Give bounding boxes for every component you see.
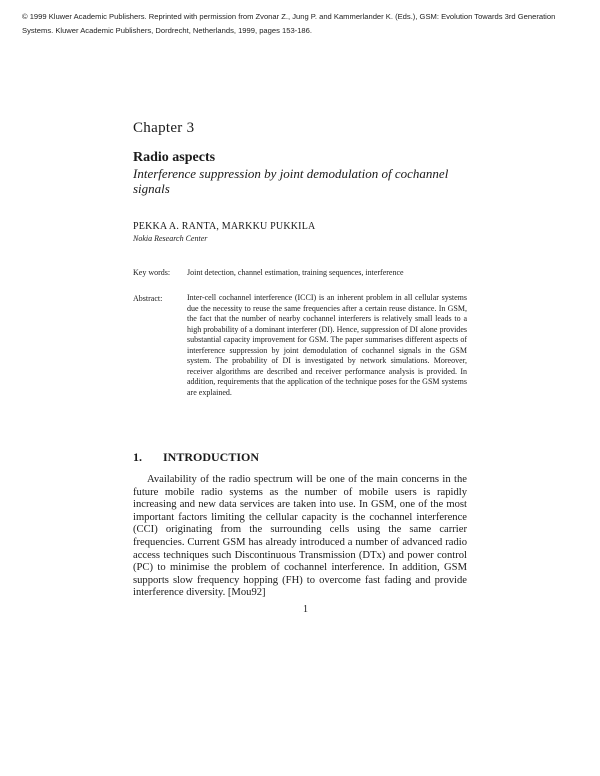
chapter-label: Chapter 3 [133,120,195,136]
chapter-title: Radio aspects [133,150,216,165]
copyright-notice: © 1999 Kluwer Academic Publishers. Reprinted with permission from Zvonar Z., Jung P. and Kammerlander K. (Eds.), GSM: Evolution Towards 3rd Generation Systems. Kluwer Academic Publishers, Dordrecht, Netherlands, 1999, pages 153-186. [22,12,556,35]
introduction-paragraph: Availability of the radio spectrum will be one of the main concerns in the future mobile radio systems as the number of mobile users is rapidly increasing and new data services are taken into use. In GSM, one of the most important factors limiting the cellular capacity is the cochannel interference (CCI) originating from the surrounding cells using the same carrier frequencies. Current GSM has already introduced a number of advanced radio access techniques such Discontinuous Transmission (DTx) and power control (PC) to minimise the problem of cochannel interference. In addition, GSM supports slow frequency hopping (FH) to overcome fast fading and provide interference diversity. [Mou92] [133,474,467,599]
keywords-text: Joint detection, channel estimation, training sequences, interference [187,268,404,277]
section-number: 1. [133,450,142,464]
author-names: PEKKA A. RANTA, MARKKU PUKKILA [133,221,316,232]
abstract-label: Abstract: [133,294,163,303]
keywords-label: Key words: [133,268,171,277]
section-title: INTRODUCTION [163,450,260,464]
page-number: 1 [303,604,308,615]
section-heading [133,450,259,465]
author-affiliation: Nokia Research Center [133,234,208,243]
abstract-text: Inter-cell cochannel interference (ICCI) is an inherent problem in all cellular systems due the necessity to reuse the same frequencies after a certain reuse distance. In GSM, the fact that the number of nearby cochannel interferers is relatively small leads to a high probability of a dominant interferer (DI). Hence, suppression of DI alone provides substantial capacity improvement for GSM. The paper summarises different aspects of interference suppression by joint demodulation of cochannel signals in the GSM system. The probability of DI is investigated by network simulations. Moreover, receiver algorithms are described and receiver performance analysis is provided. In addition, requirements that the application of the technique poses for the GSM systems are explained. [187,293,467,397]
chapter-subtitle: Interference suppression by joint demodulation of cochannel signals [133,166,449,196]
